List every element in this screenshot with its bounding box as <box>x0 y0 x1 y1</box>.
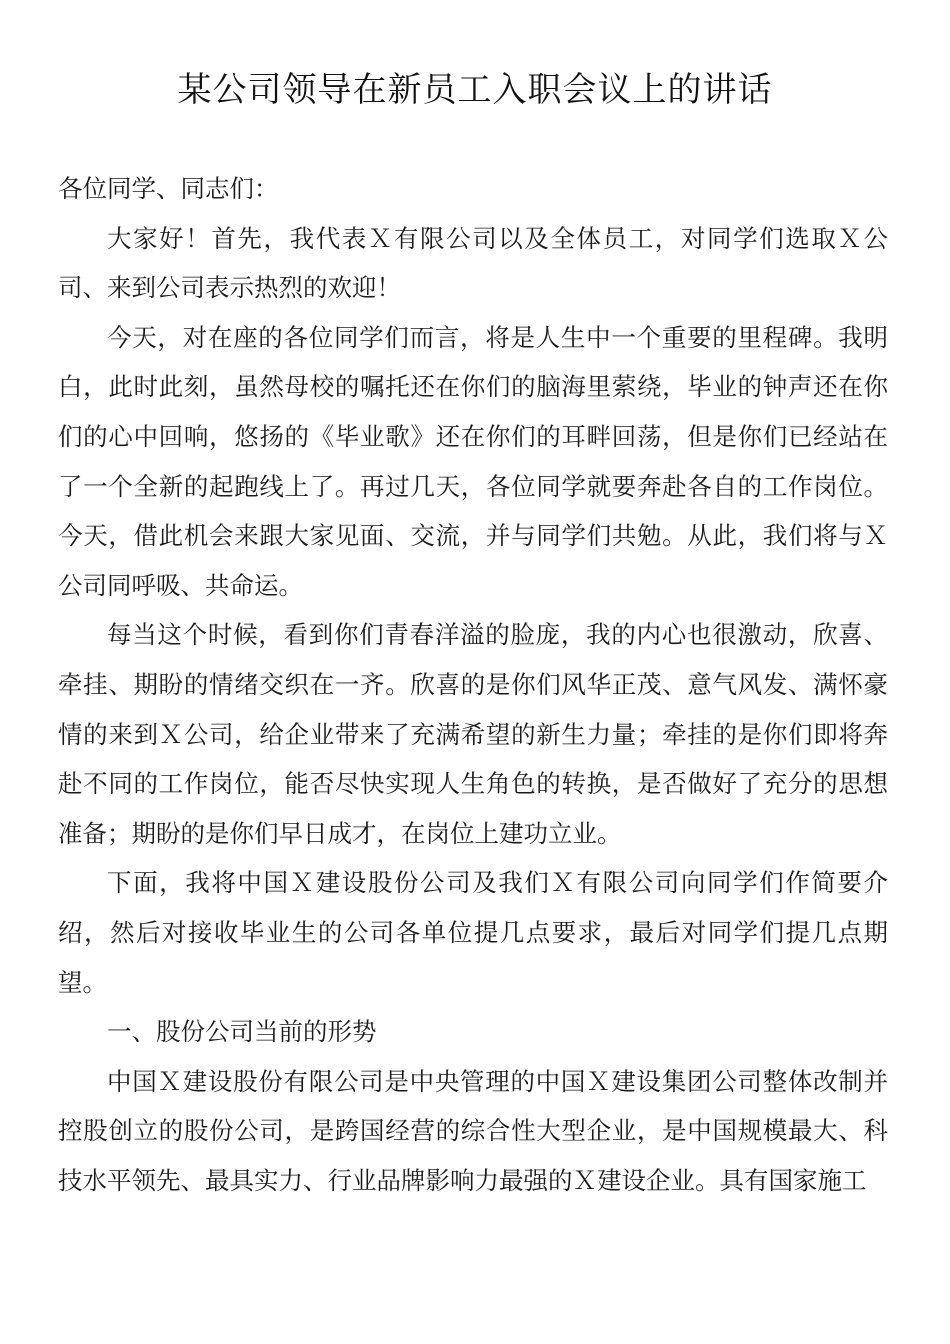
document-title: 某公司领导在新员工入职会议上的讲话 <box>177 70 773 110</box>
section-heading: 一、股份公司当前的形势 <box>107 1017 377 1047</box>
document-body <box>58 164 888 1205</box>
paragraph-milestone: 今天，对在座的各位同学们而言，将是人生中一个重要的里程碑。我明白，此时此刻，虽然母校的嘱托还在你们的脑海里萦绕，毕业的钟声还在你们的心中回响，悠扬的《毕业歌》还在你们的耳畔回荡，但是你们已经站在了一个全新的起跑线上了。再过几天，各位同学就要奔赴各自的工作岗位。今天，借此机会来跟大家见面、交流，并与同学们共勉。从此，我们将与Ｘ公司同呼吸、共命运。 <box>58 322 888 600</box>
paragraph-company-intro: 中国Ｘ建设股份有限公司是中央管理的中国Ｘ建设集团公司整体改制并控股创立的股份公司，是跨国经营的综合性大型企业，是中国规模最大、科技水平领先、最具实力、行业品牌影响力最强的Ｘ建设企业。具有国家施工 <box>58 1066 888 1195</box>
paragraph-emotions: 每当这个时候，看到你们青春洋溢的脸庞，我的内心也很激动，欣喜、牵挂、期盼的情绪交织在一齐。欣喜的是你们风华正茂、意气风发、满怀豪情的来到Ｘ公司，给企业带来了充满希望的新生力量；牵挂的是你们即将奔赴不同的工作岗位，能否尽快实现人生角色的转换，是否做好了充分的思想准备；期盼的是你们早日成才，在岗位上建功立业。 <box>58 620 888 848</box>
paragraph-welcome: 大家好！首先，我代表Ｘ有限公司以及全体员工，对同学们选取Ｘ公司、来到公司表示热烈的欢迎！ <box>58 223 888 303</box>
paragraph-outline: 下面，我将中国Ｘ建设股份公司及我们Ｘ有限公司向同学们作简要介绍，然后对接收毕业生的公司各单位提几点要求，最后对同学们提几点期望。 <box>58 868 888 997</box>
salutation: 各位同学、同志们： <box>58 174 279 203</box>
